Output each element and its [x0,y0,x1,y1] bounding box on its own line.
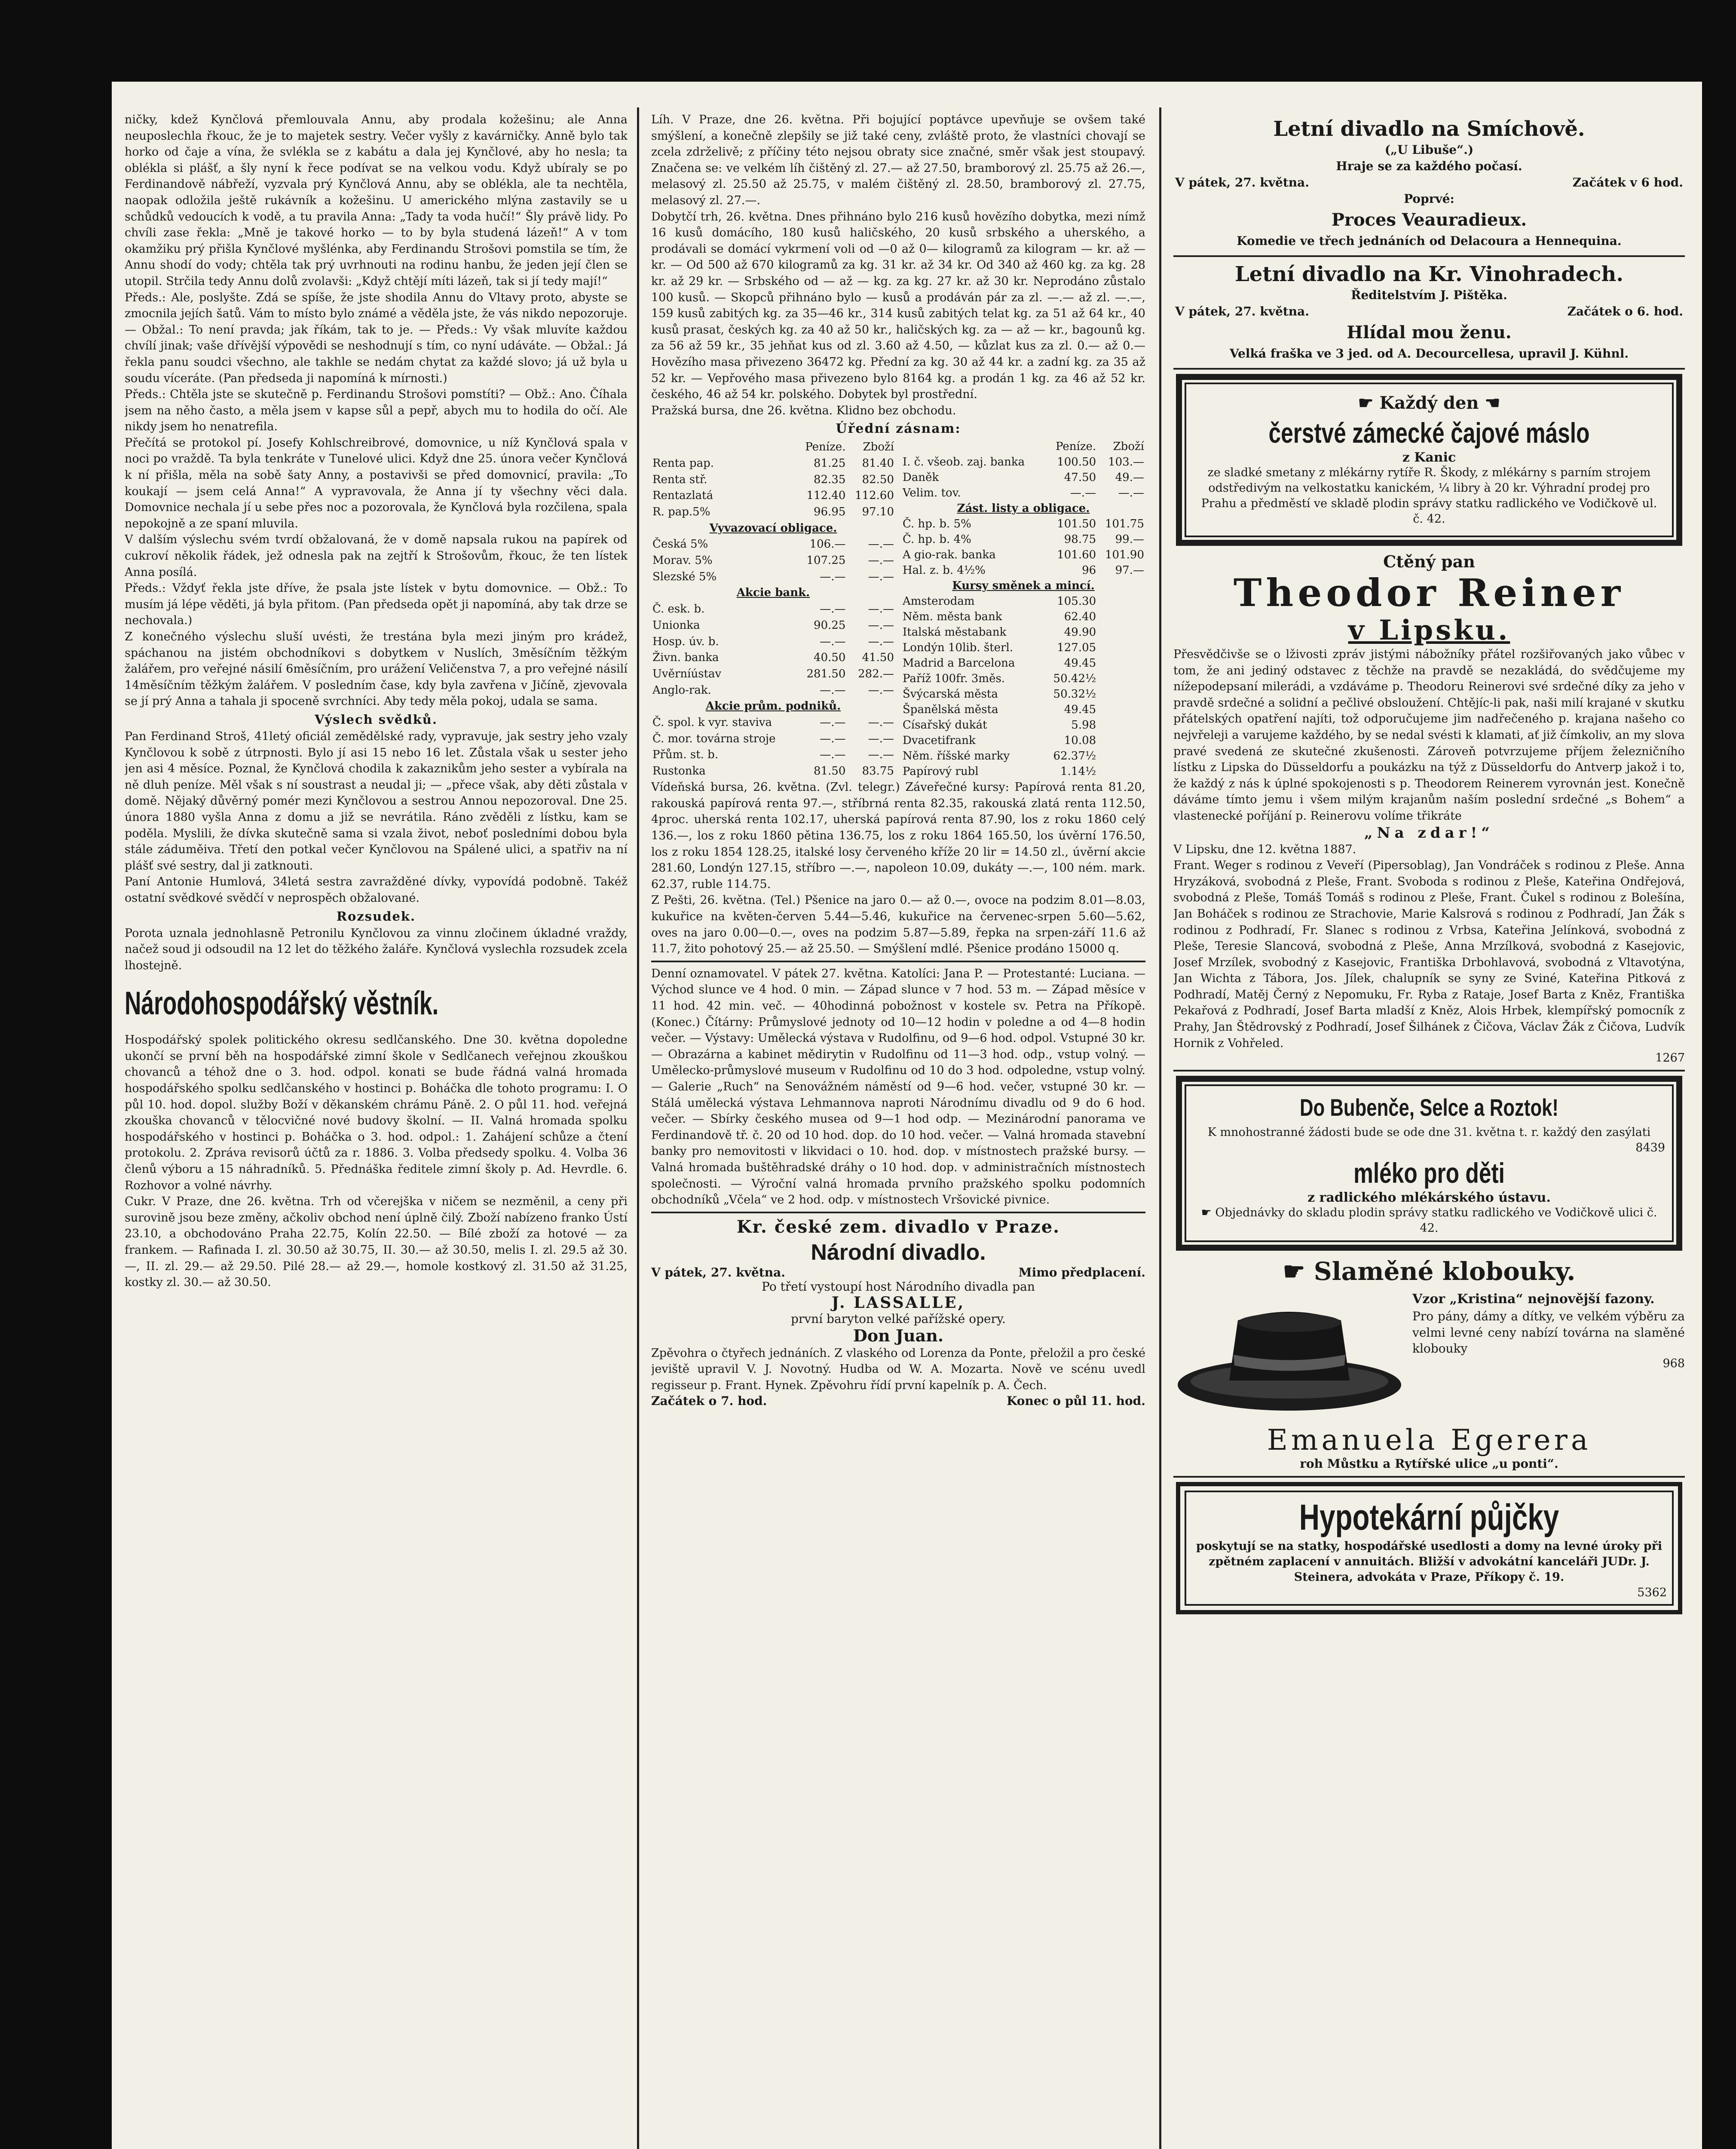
table-subheading-row [651,585,895,601]
row-value: 112.40 [806,489,846,502]
ad-top [1197,393,1662,413]
article-paragraph: Pan Ferdinand Stroš, 41letý oficiál zemědělské rady, vypravuje, jak sestry jeho vzaly Kynčlovou k sobě z útrpnosti. Bylo jí asi 15 nebo 16 let. Zůstala však u sester jeho jen asi 4 měsíce. Poznal, že Kynčlová chodila k zakaznikům jeho sester a vybírala na ně dluh peníze. Měl však s ní soustrast a neudal ji; — „přece však, aby děti zůstala v domě. Nějaký důvěrný pomér mezi Kynčlovou a sestrou Annou nepozoroval. Dne 25. února 1880 vyšla Anna z domu a již se nevrátila. Ráno zvěděli z lístku, kam se poděla. Myslili, že dívka skutečně sama si vzala život, neboť posledními dobou byla stále záduměiva. Třetí den potkal večer Kynčlovou na Spálené ulici, a spatřiv na ní plášť své sestry, dal ji zatknouti. [125,729,628,872]
row-value: 62.40 [1064,610,1096,624]
ad-reiner [1173,552,1685,1071]
row-value: —.— [820,748,846,762]
ad-butter [1176,374,1682,546]
row-label: Londýn 10lib. šterl. [903,641,1013,655]
theatre-date-row [651,1265,1145,1280]
table-row [901,594,1145,609]
theatre-extra: Mimo předplacení. [1018,1265,1145,1280]
row-value: 5.98 [1071,719,1096,732]
ad-date: V Lipsku, dne 12. května 1887. [1173,842,1356,856]
table-row [901,516,1145,532]
row-value: —.— [868,538,894,551]
article-paragraph: Líh. V Praze, dne 26. května. Při bojující poptávce upevňuje se ovšem také smýšlení, a konečně zlepšily se již také ceny, zvláště proto, že vlastníci chovají se zcela zdrželivě; z příčiny této nejsou obraty sice značné, směr však jest stoupavý. Značena se: ve velkém líh čištěný zl. 27.— až 27.50, bramborový zl. 25.75 až 26.—, melasový zl. 25.50 až 25.75, v malém čištěný zl. 28.50, bramborový zl. 27.75, melasový zl. 27.—. [651,113,1145,207]
ad-time: Začátek v 6 hod. [1572,175,1683,190]
table-row [901,609,1145,624]
article-paragraph: V dalším výslechu svém tvrdí obžalovaná, že v domě napsala rukou na papírek od cukroví několik řádek, jež odnesla pak na zejtří k Strošovům, řkouc, že ten lístek Anna posílá. [125,533,628,579]
row-label: A gio-rak. banka [903,548,996,562]
theatre-heading: Kr. české zem. divadlo v Praze. [736,1216,1060,1237]
table-row [651,714,895,731]
ad-top-text: Každý den [1379,393,1479,413]
row-value: 105.30 [1057,595,1096,608]
hat-row [1173,1290,1685,1419]
table-subheading: Kursy směnek a mincí. [952,579,1095,593]
row-label: Slezské 5% [652,570,717,583]
table-row [651,504,895,520]
row-value: 101.60 [1057,548,1096,562]
row-value: 41.50 [862,651,894,664]
ad-time: Začátek o 6. hod. [1567,304,1683,318]
table-row [901,764,1145,779]
row-label: Něm. města bank [903,610,1002,624]
row-value: 99.— [1115,533,1144,546]
row-value: 101.75 [1105,517,1144,531]
article-paragraph: Předs.: Ale, poslyšte. Zdá se spíše, že jste shodila Annu do Vltavy proto, abyste se zmocnila jejích šatů. Vám to místo bylo známé a věděla jste, že vás nikdo nepozoruje. — Obžal.: To není pravda; jak říkám, tak to je. — Předs.: Vy však mluvíte každou chvílí jinak; vaše dřívější výpovědi se neshodnují s tím, co nyní udáváte. — Obžal.: Já řekla panu soudci všechno, ale takhle se nedám chytat za každé slovo; já už byla u soudu víceráte. (Pan předseda ji napomíná k mírnosti.) [125,291,628,385]
row-label: Přům. st. b. [652,748,719,762]
table-row [901,485,1145,501]
col-header: Peníze. [1056,440,1096,453]
exchange-table-left [651,439,895,779]
column-rule [1159,107,1161,2149]
row-value: 96.95 [814,505,846,518]
table-row [901,655,1145,671]
theatre-opera: Don Juan. [853,1326,944,1345]
table-row [651,747,895,763]
row-label: Hal. z. b. 4½% [903,564,986,577]
table-row [901,470,1145,485]
row-value: 82.35 [814,473,846,486]
ad-model: Vzor „Kristina“ nejnovější fazony. [1412,1292,1655,1307]
row-value: 81.50 [814,765,846,778]
row-label: R. pap.5% [652,505,710,518]
table-row [901,454,1145,470]
ad-subtitle: („U Libuše“.) [1384,143,1474,157]
row-value: 127.05 [1057,641,1096,655]
ad-title: Letní divadlo na Kr. Vinohradech. [1234,262,1624,286]
row-value: —.— [820,732,846,745]
col-header: Zboží [1113,440,1144,453]
row-value: —.— [1118,487,1144,500]
theatre-line: Po třetí vystoupí host Národního divadla pan [762,1279,1035,1294]
table-row [901,563,1145,578]
row-value: 82.50 [862,473,894,486]
newspaper-page [112,82,1702,2149]
row-value: —.— [868,716,894,729]
ad-title: Do Bubenče, Selce a Roztok! [1300,1094,1558,1121]
row-value: 100.50 [1057,456,1096,469]
column-rule [637,107,639,2149]
row-value: 40.50 [814,651,846,664]
row-value: —.— [820,716,846,729]
table-row [901,532,1145,547]
row-value: 107.25 [806,554,846,567]
ad-place: v Lipsku. [1348,614,1510,646]
row-value: —.— [1070,487,1096,500]
pointing-hand-icon: ☛ [1283,1257,1314,1286]
table-subheading-row [651,520,895,536]
row-label: Unionka [652,618,700,632]
pointing-hand-icon: ☛ [1358,393,1380,413]
theatre-start: Začátek o 7. hod. [651,1393,767,1408]
ad-vinohrady-theatre [1173,257,1685,370]
row-value: —.— [868,748,894,762]
row-value: 49.45 [1064,703,1096,716]
ad-title-text: Slaměné klobouky. [1313,1257,1576,1286]
row-label: Daněk [903,471,939,484]
table-row [901,748,1145,764]
row-value: 81.25 [814,456,846,470]
divider [651,1212,1145,1213]
ad-signatures: Frant. Weger s rodinou z Veveří (Pipersoblag), Jan Vondráček s rodinou z Pleše. Anna Hryzáková, svobodná z Pleše, Frant. Svoboda s rodinou z Pleše, Kateřina Ondřejová, svobodná z Pleše, Tomáš Tomáš s rodinou z Pleše, Frant. Čukel s rodinou z Bolešína, Jan Boháček s rodinou ze Strachovie, Marie Kalsrová s rodinou z Podhradí, Jan Žák s rodinou z Podhradí, Fr. Slanec s rodinou z Vrbsa, Kateřina Jelínková, svobodná z Pleše, Teresie Slancová, svobodná z Pleše, Anna Mrzílková, svobodná z Kasejovic, Josef Mrzílek, svobodný z Kasejovic, Františka Drbohlavová, svobodná z Vltavotýna, Jan Wichta z Tábora, Jos. Jílek, chalupník se syny ze Sviné, Kateřina Pitková z Podhradí, Matěj Černý z Nepomuku, Fr. Ryba z Rataje, Josef Barta z Kněz, Františka Pekařová z Podhradí, Josef Barta mladší z Kněz, Alois Hrbek, klempířský pomocník z Prahy, Jan Štědrovský z Podhradí, Josef Šilhánek z Čičova, Václav Žák z Čičova, Ludvík Hornik z Vohřeled. [1173,859,1685,1050]
article-paragraph: Předs.: Chtěla jste se skutečně p. Ferdinandu Strošovi pomstíti? — Obž.: Ano. Číhala jsem na něho často, a měla jsem v kapse sůl a pepř, abych mu to hodila do očí. Ale nikdy jsem ho nenatrefila. [125,388,628,434]
table-subheading: Akcie bank. [736,586,810,600]
row-value: 50.32½ [1053,688,1096,701]
row-label: Švýcarská města [903,688,998,701]
table-row [901,640,1145,655]
row-value: 47.50 [1064,471,1096,484]
ad-number: 8439 [1635,1141,1665,1155]
row-label: Velim. tov. [903,487,961,500]
article-paragraph: Přečítá se protokol pí. Josefy Kohlschreibrové, domovnice, u níž Kynčlová spala v noci po vraždě. Ta byla tenkráte v Tunelové ulici. Když dne 25. února večer Kynčlová k ní přišla, měla na sobě šaty Anny, a postavivši se před domovnicí, pravila: „To koukají — jsem celá Anna!“ A vypravovala, že Anna jí ty všechny věci dala. Domovnice nechala jí u sebe přes noc a pozorovala, že Kynčlová byla rozčilena, spala nepokojně a ze spaní mluvila. [125,436,628,530]
column-3 [1173,112,1685,2149]
table-row [901,717,1145,733]
row-value: 101.90 [1105,548,1144,562]
row-value: 10.08 [1064,734,1096,747]
row-value: 49.— [1115,471,1144,484]
theatre-description: Zpěvohra o čtyřech jednáních. Z vlaského od Lorenza da Ponte, přeložil a pro české jeviště upravil V. J. Novotný. Hudba od W. A. Mozarta. Nově ve scénu uvedl regisseur p. Frant. Hynek. Zpěvohru řídí první kapelník p. A. Čech. [651,1346,1145,1392]
table-row [651,455,895,471]
ad-line: K mnohostranné žádosti bude se ode dne 31. května t. r. každý den zasýlati [1207,1126,1651,1139]
row-label: Živn. banka [652,651,719,664]
ad-number: 5362 [1637,1586,1667,1600]
row-label: I. č. všeob. zaj. banka [903,456,1025,469]
article-paragraph: Denní oznamovatel. V pátek 27. května. Katolíci: Jana P. — Protestanté: Luciana. — Východ slunce ve 4 hod. 0 min. — Západ slunce v 7 hod. 53 m. — Západ měsíce v 11 hod. 42 min. več. — 40hodinná pobožnost v kostele sv. Petra na Příkopě. (Konec.) Čítárny: Průmyslové jednoty od 10—12 hodin v poledne a od 4—8 hodin večer. — Výstavy: Umělecká výstava v Rudolfinu, od 9—6 hod. odpol. Vstupné 30 kr. — Obrazárna a kabinet mědirytin v Rudolfinu od 11—3 hod. odp., vstup volný. — Uměleckо-průmyslové museum v Rudolfinu od 10 do 3 hod. odpoledne, vstup volný. — Galerie „Ruch“ na Senovážném náměstí od 9—6 hod. večer, vstupné 30 kr. — Stálá umělecká výstava Lehmannova naproti Národnímu divadlu od 9 do 6 hod. večer. — Sbírky českého musea od 9—1 hod odp. — Mezinárodní panorama ve Ferdinandově tř. č. 20 od 10 hod. dop. do 10 hod. večer. — Valná hromada stavební banky pro nemovitosti v likvidaci o 10. hod. dop. v místnostech pražské bursy. — Valná hromada buštěhradské dráhy o 10 hod. dop. v administračních místnostech společnosti. — Výroční valná hromada prvního pražského spolku podomních obchodníků „Včela“ ve 2 hod. odp. v místnostech Vršovické pivnice. [651,967,1145,1207]
row-value: —.— [868,618,894,632]
ad-date-row [1175,303,1683,320]
article-paragraph: Vídeňská bursa, 26. května. (Zvl. telegr.) Záveřečné kursy: Papírová renta 81.20, rakouská papírová renta 97.—, stříbrná renta 82.35, rakouská zlatá renta 112.50, 4proc. uherská renta 102.17, uherská papírová renta 87.90, los z roku 1860 celý 136.—, los z roku 1860 pětina 136.75, los z roku 1864 165.50, los úvěrní 176.50, los z roku 1854 128.25, italské losy červeného kříže 20 lir = 14.50 zl., úvěrní akcie 281.60, Londýn 127.15, stříbro —.—, napoleon 10.09, dukáty —.—, 100 ném. mark. 62.37, ruble 114.75. [651,781,1145,891]
ad-description: Komedie ve třech jednáních od Delacoura a Hennequina. [1237,234,1622,248]
row-label: Něm. říšské marky [903,750,1010,763]
row-label: Morav. 5% [652,554,713,567]
exchange-tables [651,439,1145,779]
row-label: Č. spol. k vyr. staviva [652,716,772,729]
theatre-end: Konec o půl 11. hod. [1007,1393,1145,1408]
row-label: Č. mor. továrna stroje [652,732,776,745]
table-subheading: Akcie prům. podniků. [705,700,841,713]
table-row [651,682,895,698]
row-value: —.— [820,683,846,697]
ad-text: poskytují se na statky, hospodářské usedlosti a domy na levné úroky při zpětném zaplacení v annuitách. Bližší v advokátní kanceláři JUDr. J. Steinera, advokáta v Praze, Příkopy č. 19. [1196,1540,1663,1584]
ad-date: V pátek, 27. května. [1175,175,1309,190]
ad-name: Theodor Reiner [1233,570,1625,615]
column-2 [651,112,1145,2149]
row-label: Hosp. úv. b. [652,635,719,648]
ad-title: Ctěný pan [1383,552,1475,571]
row-label: Španělská města [903,703,998,716]
ad-play: Hlídal mou ženu. [1347,322,1512,343]
table-row [651,666,895,682]
theatre-time-row [651,1394,1145,1408]
row-label: Renta pap. [652,456,714,470]
table-row [651,634,895,650]
pointing-hand-icon: ☚ [1479,393,1500,413]
row-value: 49.45 [1064,657,1096,670]
section-title: Národohospodářský věstník. [125,985,439,1022]
article-paragraph: Dobytčí trh, 26. května. Dnes přihnáno bylo 216 kusů hovězího dobytka, mezi nímž 16 kusů domácího, 180 kusů haličského, 20 kusů srbského a uherského, a prodávali se domácí vykrmení voli od —0 až 0— kilogramů za kilogram — kr. až — kr. — Od 500 až 670 kilogramů za kg. 31 kr. až 34 kr. Od 340 až 460 kg. za kg. 28 kr. až 29 kr. — Srbského od — až — kg. za kg. 27 kr. až 30 kr. Neprodáno zůstalo 100 kusů. — Skopců přihnáno bylo — kusů a prodáván pár za zl. —.— až zl. —.—, 159 kusů zabitých kg. za 35—46 kr., 314 kusů zabitých telat kg. za 51 až 64 kr., 40 kusů prasat, českých kg. za 40 až 50 kr., haličských kg. za — až — kr., bagounů kg. za 56 až 59 kr., 35 jehňat kus od zl. 3.60 až 4.50, — kůzlat kus za zl. 0.— až 0.— Hovězího masa přivezeno 36472 kg. Přední za kg. 30 až 44 kr. a zadní kg. za 35 až 52 kr. — Vepřového masa přivezeno bylo 8164 kg. a prodán 1 kg. za 46 až 52 kr. českého, 46 až 54 kr. polského. Dobytek byl prostřední. [651,210,1145,401]
row-label: Uvěrníústav [652,667,722,680]
ad-address: roh Můstku a Rytířské ulice „u ponti“. [1300,1457,1558,1471]
row-value: 281.50 [806,667,846,680]
section-heading: Rozsudek. [336,909,416,924]
table-subheading: Zást. listy a obligace. [957,502,1090,515]
ad-number: 1267 [1655,1051,1685,1065]
table-row [901,686,1145,702]
ad-description [1193,1205,1665,1236]
article-paragraph: Hospodářský spolek politického okresu sedlčanského. Dne 30. května dopoledne ukončí se první běh na hospodářské zimní škole v Sedlčanech veřejnou zkouškou chovanců a téhož dne o 3. hod. odpol. konati se bude řádná valná hromada hospodářského spolku sedlčanského v hostinci p. Boháčka dle tohoto programu: I. O půl 10. hod. dopol. služby Boží v děkanském chrámu Páně. 2. O půl 11. hod. veřejná zkouška chovanců v tělocvičné nové budovy školní. — II. Valná hromada spolku hospodářského v hostinci p. Boháčka o 3. hod. odpol.: 1. Zahájení schůze a čtení protokolu. 2. Zpráva revisorů účtů za r. 1886. 3. Volba předsedy spolku. 4. Volba 36 členů výboru a 15 náhradníků. 5. Přednáška ředitele zimní školy p. Ad. Hevrdle. 6. Rozhovor a volné návrhy. [125,1033,628,1192]
table-row [651,731,895,747]
ad-big-title: čerstvé zámecké čajové máslo [1268,417,1590,449]
row-label: Č. esk. b. [652,603,705,616]
row-label: Renta stř. [652,473,707,486]
table-row [651,569,895,585]
table-row [651,487,895,504]
table-row [901,702,1145,717]
table-row [901,547,1145,563]
row-value: —.— [868,570,894,583]
table-subheading: Vyvazovací obligace. [709,521,837,535]
article-paragraph: Porota uznala jednohlasně Petronilu Kynčlovou za vinnu zločinem úkladné vraždy, načež soud ji odsoudil na 12 let do těžkého žaláře. Kynčlová vyslechla rozsudek zcela lhostejně. [125,926,628,972]
table-row [901,671,1145,686]
ad-title [1173,1257,1685,1286]
table-row [651,649,895,666]
row-value: —.— [868,635,894,648]
ad-description: Velká fraška ve 3 jed. od A. Decourcellesa, upravil J. Kühnl. [1229,346,1629,361]
row-value: 98.75 [1064,533,1096,546]
article-paragraph: Předs.: Vždyť řekla jste dříve, že psala jste lístek v bytu domovnice. — Obž.: To musím já lépe věděti, já byla přitom. (Pan předseda opět ji napomíná, aby tak drze se nechovala.) [125,582,628,628]
row-label: Č. hp. b. 5% [903,517,971,531]
row-value: —.— [820,635,846,648]
row-label: Císařský dukát [903,719,987,732]
theatre-line: první baryton velké pařížské opery. [791,1311,1006,1326]
row-value: 101.50 [1057,517,1096,531]
row-label: Dvacetifrank [903,734,976,747]
row-value: 96 [1082,564,1096,577]
row-value: 103.— [1108,456,1144,469]
row-value: —.— [868,554,894,567]
row-value: 81.40 [862,456,894,470]
row-label: Papírový rubl [903,765,979,778]
row-label: Rustonka [652,765,706,778]
ad-line: Ředitelstvím J. Pištěka. [1351,288,1507,302]
column-1 [125,112,628,2149]
table-header-row [901,439,1145,454]
row-label: Paříž 100fr. 3měs. [903,672,1005,686]
row-value: 62.37½ [1053,750,1096,763]
ad-date-row [1175,174,1683,191]
straw-hat-illustration [1173,1290,1405,1419]
table-header-row [651,439,895,455]
row-value: —.— [868,683,894,697]
row-value: 83.75 [862,765,894,778]
article-paragraph: Z Pešti, 26. května. (Tel.) Pšenice na jaro 0.— až 0.—, ovoce na podzim 8.01—8.03, kukuřice na květen-červen 5.44—5.46, kukuřice na červenec-srpen 5.60—5.62, oves na jaro 0.00—0.—, oves na podzim 5.87—5.89, řepka na srpen-září 11.6 až 11.7, žito pohotový 25.— až 25.50. — Smýšlení mdlé. Pšenice prodáno 15000 q. [651,894,1145,956]
row-label: Anglo-rak. [652,683,711,697]
row-value: —.— [868,732,894,745]
table-row [651,536,895,553]
row-value: 106.— [809,538,846,551]
ad-play: Proces Veauradieux. [1331,210,1527,230]
ad-motto: „Na zdar!“ [1364,824,1494,842]
row-value: 50.42½ [1053,672,1096,686]
row-value: 90.25 [814,618,846,632]
article-paragraph: Pražská bursa, dne 26. května. Klidno bez obchodu. [651,404,956,417]
theatre-date: V pátek, 27. května. [651,1265,785,1280]
article-paragraph: Z konečného výslechu sluší uvésti, že trestána byla mezi jiným pro krádež, spáchanou na jistém obchodníkovi s dobytkem v Nuslích, 3měsíčním těžkým žalářem, pro veřejné násilí 6měsíčním, pro urážení Veličenstva 7, a pro veřejné násilí 14měsíčním těžkým žalářem. V posledním čase, kdy byla zavřena v Jičíně, zjevovala se jí prý Anna a tahala ji spoceně svrchníci. Aby tedy měla pokoj, udala se sama. [125,630,628,708]
ad-smichov-theatre [1173,112,1685,257]
table-row [651,471,895,488]
ad-hats [1173,1257,1685,1478]
row-label: Amsterodam [903,595,975,608]
ad-date: V pátek, 27. května. [1175,304,1309,318]
table-row [651,763,895,779]
ad-mortgage [1176,1482,1682,1614]
ad-number: 968 [1663,1357,1685,1371]
table-row [901,733,1145,748]
ad-from: z radlického mlékárského ústavu. [1307,1190,1551,1206]
row-label: Česká 5% [652,538,708,551]
ad-title: Letní divadlo na Smíchově. [1273,117,1585,141]
row-label: Madrid a Barcelona [903,657,1015,670]
row-value: 97.10 [862,505,894,518]
ad-description: ze sladké smetany z mlékárny rytíře R. Škody, z mlékárny s parním strojem odstředivým na velkostatku kanickém, ¼ libry à 20 kr. Výhradní prodej pro Prahu a předměstí ve skladě plodin správy statku radlického ve Vodičkově ul. č. 42. [1201,466,1657,526]
ad-firm: Emanuela Egerera [1267,1423,1592,1457]
ad-text: Přesvědčivše se o lživosti zpráv jistými nábožníky přátel rozšiřovaných jako vůbec v tom, že ani jediný odstavec z těchže na pravdě se nezakládá, do svědčujeme my nížepodepsaní milerádi, a vzdáváme p. Theodoru Reinerovi své srdečné díky za jeho v pravdě srdečné a solidní a pečlivé obsloužení. Chtějíc-li pak, naši milí krajané v skutku přátelských opatření najíti, tož odporučujeme jim nadřečeného p. krajana našeho co nejvřeleji a varujeme každého, by se nedal svésti k klamati, ať již čímkoliv, an my slova pravé svedená ze skutečné zkušenosti. Zároveň potvrzujeme příjem železničního lístku z Lipska do Düsseldorfu a poukázku na týž z Düsseldorfu do Antverp jakož i to, že každý z nás k úplné spokojenosti s p. Theodorem Reinerem vyrovnán jest. Konečně dáváme tímto jemu i všem milým krajanům naším poslední srdečné „s Bohem“ a vlastenecké poříjání p. Reinerovu volíme třikráte [1173,648,1685,823]
pointing-hand-icon: ☛ [1201,1206,1216,1220]
row-label: Rentazlatá [652,489,713,502]
ad-text: Pro pány, dámy a dítky, ve velkém výběru za velmi levné ceny nabízí továrna na slaměné klobouky [1412,1309,1685,1356]
ad-milk [1176,1076,1682,1251]
table-subheading-row [901,578,1145,594]
exchange-table-right [901,439,1145,779]
row-value: —.— [868,603,894,616]
ad-description-text: Objednávky do skladu plodin správy statku radlického ve Vodičkově ulici č. 42. [1215,1206,1657,1235]
table-row [651,552,895,569]
row-value: 97.— [1115,564,1144,577]
section-heading: Výslech svědků. [315,712,438,727]
article-paragraph: Paní Antonie Humlová, 34letá sestra zavražděné dívky, vypovídá podobně. Takéž ostatní svědkové svědčí v neprospěch obžalované. [125,875,628,905]
row-value: 1.14½ [1060,765,1096,778]
table-row [901,624,1145,640]
theatre-guest: J. LASSALLE, [831,1293,965,1312]
ad-big-title: mléko pro děti [1353,1157,1505,1189]
theatre-name: Národní divadlo. [811,1240,986,1265]
row-value: —.— [820,570,846,583]
article-paragraph: Cukr. V Praze, dne 26. května. Trh od včerejška v ničem se nezměnil, a ceny při surovině jsou beze změny, ačkoliv obchod není úplně čilý. Zboží nabízeno franko Ústí 23.10, a obchodováno Praha 22.75, Kolín 22.50. — Bílé zboží za hotové — za frankem. — Rafinada I. zl. 30.50 až 30.75, II. 30.— až 30.50, melis I. zl. 29.5 až 30.—, II. zl. 29.— až 29.50. Pilé 28.— až 29.—, homole kostkový zl. 31.50 až 31.25, kostky zl. 30.— až 30.50. [125,1195,628,1289]
ad-from: z Kanic [1402,450,1456,465]
row-value: 282.— [858,667,894,680]
exchange-heading: Úřední zásnam: [836,421,961,437]
row-label: Č. hp. b. 4% [903,533,971,546]
article-paragraph: ničky, kdež Kynčlová přemlouvala Annu, aby prodala kožešinu; ale Anna neuposlechla řkouc, že je to majetek sestry. Večer vyšly z kavárničky. Anně bylo tak horko od čaje a vína, že svlékla se z kabátu a dala jej Kynčlové, aby ho nesla; ta oblékla si plášť, a šly nyní k řece podívat se na velkou vodu. Když ubíraly se po Ferdinandově nábřeží, vyzvala prý Kynčlová Annu, aby se oblékla, ale ta nechtěla, naopak odložila ještě rukávník a kožešinu. U amerického mlýna zastavily se u schůdků vedoucích k vodě, a tu pravila Anna: „Tady ta voda hučí!“ Šly právě lidy. Po chvíli zase řekla: „Mně je takové horko — to by byla studená lázeň!“ A v tom okamžiku prý přišla Kynčlové myšlénka, aby Ferdinandu Strošovi pomstila se tím, že Annu shodí do vody; chtěla tak prý uvrhnouti na rodinu hanbu, že jeden její člen se utopil. Strčila tedy Annu dolů zvolavši: „Když chtějí míti lázeň, tak si jí tedy mají!“ [125,113,628,288]
row-label: Italská městabank [903,626,1007,639]
row-value: 112.60 [855,489,894,502]
ad-title: Hypotekární půjčky [1299,1497,1559,1538]
table-row [651,601,895,617]
ad-line: Poprvé: [1404,192,1454,206]
ad-line: Hraje se za každého počasí. [1336,159,1522,173]
divider [651,961,1145,962]
row-value: —.— [820,603,846,616]
col-header: Peníze. [805,441,846,454]
row-value: 49.90 [1064,626,1096,639]
table-row [651,617,895,634]
table-subheading-row [651,698,895,715]
col-header: Zboží [863,441,894,454]
table-subheading-row [901,501,1145,516]
